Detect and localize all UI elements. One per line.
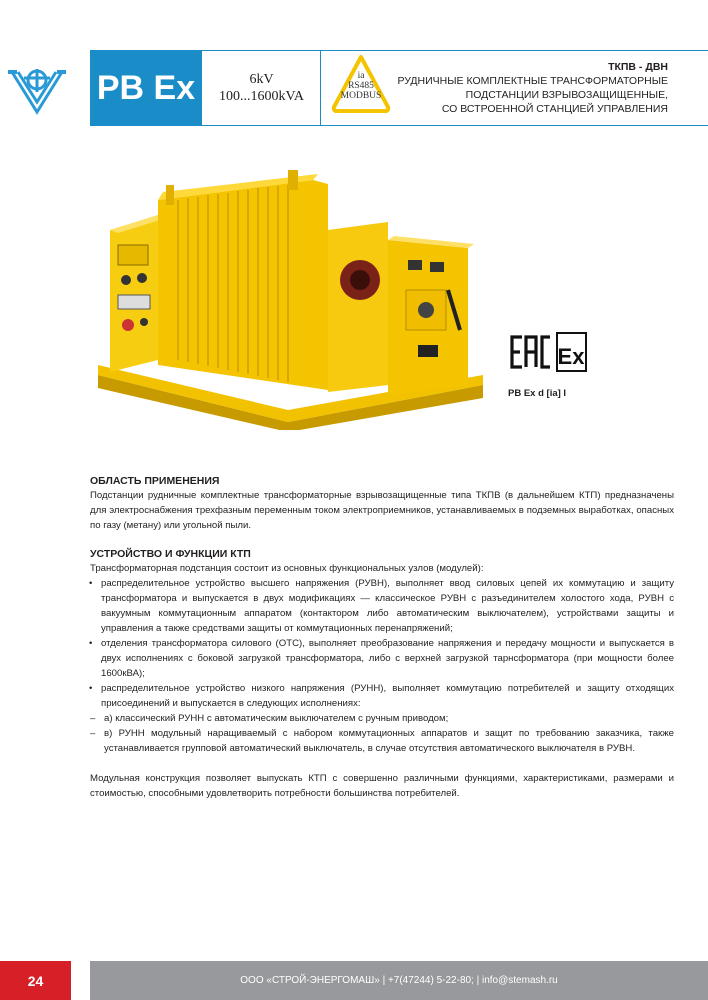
- eac-ex-mark-icon: [508, 331, 588, 375]
- product-series-badge: PB Ex: [90, 50, 202, 126]
- product-type-desc-3: СО ВСТРОЕННОЙ СТАНЦИЕЙ УПРАВЛЕНИЯ: [441, 103, 668, 115]
- product-type-desc-2: ПОДСТАНЦИИ ВЗРЫВОЗАЩИЩЕННЫЕ,: [465, 89, 668, 101]
- list-item-text: распределительное устройство низкого напряжения (РУНН), выполняет коммутацию потребителей и защиту отходящих присоединений и выпускается в следующих исполнениях:: [101, 683, 674, 709]
- certification-marks: [508, 331, 588, 380]
- application-section: [90, 474, 674, 533]
- list-item: [90, 681, 674, 756]
- device-heading: УСТРОЙСТВО И ФУНКЦИИ КТП: [90, 548, 251, 560]
- list-item: • отделения трансформатора силового (ОТС), выполняет преобразование напряжения и передачу мощности и выпускается в двух исполнениях с боковой загрузкой трансформатора, либо с верхней загрузкой тарнсформатора (при мощности более 1600кВА);: [90, 636, 674, 681]
- product-type-desc-1: РУДНИЧНЫЕ КОМПЛЕКТНЫЕ ТРАНСФОРМАТОРНЫЕ: [397, 75, 668, 87]
- interface-ia: ia: [357, 71, 365, 81]
- power-rating: 100...1600kVA: [219, 89, 304, 104]
- product-photo: [88, 160, 488, 430]
- ex-mark-text: Ex: [557, 344, 585, 369]
- sub-list-item: – в) РУНН модульный наращиваемый с набором коммутационных аппаратов и защит по требованию заказчика, также устанавливается групповой автоматический выключатель, в случае отсутствия автоматического выключателя в РУВН.: [90, 726, 674, 756]
- interface-rs485: RS485: [348, 81, 374, 91]
- module-list: [90, 576, 674, 756]
- application-heading: ОБЛАСТЬ ПРИМЕНЕНИЯ: [90, 475, 220, 487]
- product-type-code: ТКПВ - ДВН: [608, 61, 668, 73]
- ex-marking-label: PB Ex d [ia] I: [508, 388, 567, 399]
- voltage-rating: 6kV: [249, 72, 274, 87]
- closing-text: Модульная конструкция позволяет выпускать КТП с совершенно различными функциями, характеристиками, размерами и стоимостью, способными удовлетворить потребности большинства потребителей.: [90, 773, 674, 799]
- sub-list: [101, 711, 674, 756]
- device-section: [90, 547, 674, 801]
- rating-block: [203, 50, 321, 126]
- interface-modbus: MODBUS: [340, 91, 382, 101]
- page-number: 24: [0, 961, 71, 1000]
- device-intro: Трансформаторная подстанция состоит из основных функциональных узлов (модулей):: [90, 563, 484, 574]
- sub-list-item: – а) классический РУНН с автоматическим выключателем с ручным приводом;: [90, 711, 674, 726]
- product-type-block: [368, 60, 668, 116]
- application-text: Подстанции рудничные комплектные трансформаторные взрывозащищенные типа ТКПВ (в дальнейшем КТП) предназначены для электроснабжения трехфазным переменным током электроприемников, устанавливаемых в подземных выработках, опасных по газу (метану) или угольной пыли.: [90, 490, 674, 531]
- main-content: [90, 474, 674, 801]
- company-logo: [8, 64, 66, 116]
- footer-contact: ООО «СТРОЙ-ЭНЕРГОМАШ» | +7(47244) 5-22-80; | info@stemash.ru: [90, 961, 708, 1000]
- list-item: • распределительное устройство высшего напряжения (РУВН), выполняет ввод силовых цепей их коммутацию и защиту трансформатора и выпускается в двух модификациях — классическое РУВН с разъединителем холостого хода, РУВН с вакуумным коммутационным аппаратом (контактором либо автоматическим выключателем), устройствами защиты и управления а также средствами защиты от коммутационных перенапряжений;: [90, 576, 674, 636]
